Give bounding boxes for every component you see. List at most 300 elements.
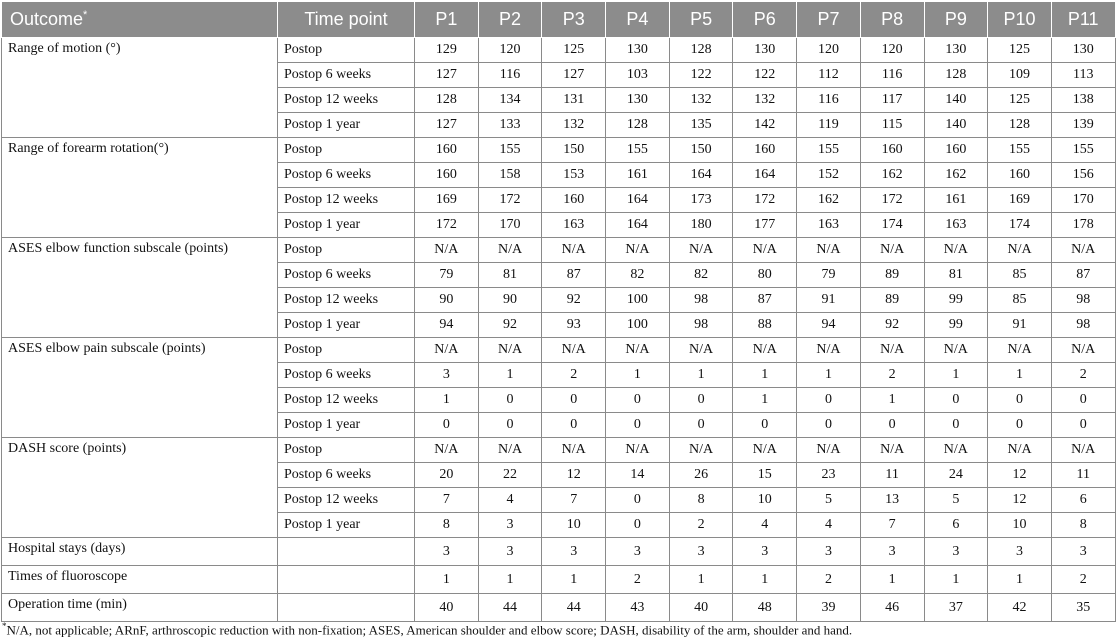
time-point-column-header: Time point xyxy=(278,2,415,38)
patient-column-header: P10 xyxy=(988,2,1052,38)
table-row xyxy=(2,138,1116,163)
outcome-cell: ASES elbow pain subscale (points) xyxy=(2,338,278,438)
value-cell: 0 xyxy=(478,413,542,438)
value-cell: 158 xyxy=(478,163,542,188)
patient-column-header: P3 xyxy=(542,2,606,38)
value-cell: 169 xyxy=(988,188,1052,213)
value-cell: 10 xyxy=(733,488,797,513)
time-point-cell xyxy=(278,538,415,566)
value-cell: N/A xyxy=(988,338,1052,363)
value-cell: 172 xyxy=(860,188,924,213)
value-cell: 0 xyxy=(415,413,479,438)
value-cell: N/A xyxy=(797,438,861,463)
patient-column-header: P9 xyxy=(924,2,988,38)
value-cell: 12 xyxy=(988,463,1052,488)
table-row xyxy=(2,238,1116,263)
value-cell: N/A xyxy=(1051,238,1115,263)
value-cell: 160 xyxy=(924,138,988,163)
value-cell: 7 xyxy=(542,488,606,513)
value-cell: 81 xyxy=(924,263,988,288)
time-point-cell: Postop 1 year xyxy=(278,113,415,138)
table-footnote xyxy=(2,621,852,638)
value-cell: 98 xyxy=(1051,288,1115,313)
value-cell: 177 xyxy=(733,213,797,238)
value-cell: N/A xyxy=(1051,438,1115,463)
outcome-column-header: Outcome* xyxy=(2,2,278,38)
value-cell: 150 xyxy=(542,138,606,163)
outcome-cell: Range of motion (°) xyxy=(2,38,278,138)
value-cell: 22 xyxy=(478,463,542,488)
value-cell: 155 xyxy=(478,138,542,163)
value-cell: 23 xyxy=(797,463,861,488)
value-cell: 4 xyxy=(797,513,861,538)
value-cell: 90 xyxy=(415,288,479,313)
value-cell: 1 xyxy=(988,566,1052,594)
value-cell: N/A xyxy=(860,238,924,263)
value-cell: N/A xyxy=(669,438,733,463)
outcome-cell: Operation time (min) xyxy=(2,594,278,622)
value-cell: 128 xyxy=(924,63,988,88)
value-cell: 2 xyxy=(1051,566,1115,594)
outcome-cell: Range of forearm rotation(°) xyxy=(2,138,278,238)
value-cell: 8 xyxy=(669,488,733,513)
value-cell: 42 xyxy=(988,594,1052,622)
value-cell: 89 xyxy=(860,288,924,313)
value-cell: 5 xyxy=(924,488,988,513)
value-cell: 0 xyxy=(606,513,670,538)
value-cell: 1 xyxy=(860,566,924,594)
value-cell: 164 xyxy=(606,188,670,213)
value-cell: 4 xyxy=(733,513,797,538)
value-cell: 155 xyxy=(797,138,861,163)
value-cell: 130 xyxy=(606,88,670,113)
value-cell: 98 xyxy=(669,288,733,313)
patient-column-header: P5 xyxy=(669,2,733,38)
outcome-cell: ASES elbow function subscale (points) xyxy=(2,238,278,338)
time-point-cell: Postop 12 weeks xyxy=(278,488,415,513)
value-cell: 0 xyxy=(542,413,606,438)
value-cell: 0 xyxy=(797,388,861,413)
value-cell: 48 xyxy=(733,594,797,622)
value-cell: 3 xyxy=(478,538,542,566)
value-cell: 1 xyxy=(797,363,861,388)
value-cell: 10 xyxy=(988,513,1052,538)
value-cell: N/A xyxy=(606,438,670,463)
value-cell: 132 xyxy=(733,88,797,113)
value-cell: 3 xyxy=(797,538,861,566)
value-cell: 2 xyxy=(669,513,733,538)
table-body xyxy=(2,38,1116,622)
value-cell: 79 xyxy=(415,263,479,288)
outcome-cell: DASH score (points) xyxy=(2,438,278,538)
table-row xyxy=(2,538,1116,566)
value-cell: 12 xyxy=(988,488,1052,513)
patient-column-header: P7 xyxy=(797,2,861,38)
value-cell: 128 xyxy=(669,38,733,63)
value-cell: 3 xyxy=(606,538,670,566)
value-cell: 7 xyxy=(415,488,479,513)
value-cell: 37 xyxy=(924,594,988,622)
value-cell: N/A xyxy=(415,438,479,463)
value-cell: 119 xyxy=(797,113,861,138)
value-cell: N/A xyxy=(1051,338,1115,363)
value-cell: 100 xyxy=(606,313,670,338)
value-cell: 0 xyxy=(860,413,924,438)
value-cell: 43 xyxy=(606,594,670,622)
value-cell: 160 xyxy=(415,138,479,163)
value-cell: 117 xyxy=(860,88,924,113)
value-cell: 125 xyxy=(988,88,1052,113)
time-point-cell: Postop xyxy=(278,38,415,63)
time-point-cell: Postop 6 weeks xyxy=(278,363,415,388)
time-point-cell: Postop 6 weeks xyxy=(278,63,415,88)
value-cell: 4 xyxy=(478,488,542,513)
value-cell: 79 xyxy=(797,263,861,288)
value-cell: 131 xyxy=(542,88,606,113)
value-cell: 99 xyxy=(924,288,988,313)
outcome-cell: Times of fluoroscope xyxy=(2,566,278,594)
outcome-cell: Hospital stays (days) xyxy=(2,538,278,566)
value-cell: 180 xyxy=(669,213,733,238)
value-cell: N/A xyxy=(478,438,542,463)
time-point-cell: Postop 12 weeks xyxy=(278,88,415,113)
value-cell: 116 xyxy=(860,63,924,88)
time-point-cell: Postop xyxy=(278,338,415,363)
value-cell: 134 xyxy=(478,88,542,113)
value-cell: 44 xyxy=(478,594,542,622)
value-cell: 13 xyxy=(860,488,924,513)
value-cell: 20 xyxy=(415,463,479,488)
value-cell: 40 xyxy=(669,594,733,622)
time-point-cell: Postop xyxy=(278,238,415,263)
value-cell: 163 xyxy=(542,213,606,238)
value-cell: 1 xyxy=(733,388,797,413)
value-cell: 156 xyxy=(1051,163,1115,188)
value-cell: 132 xyxy=(669,88,733,113)
value-cell: 162 xyxy=(924,163,988,188)
value-cell: 8 xyxy=(415,513,479,538)
value-cell: N/A xyxy=(988,438,1052,463)
value-cell: 91 xyxy=(797,288,861,313)
value-cell: 35 xyxy=(1051,594,1115,622)
value-cell: N/A xyxy=(415,338,479,363)
value-cell: 12 xyxy=(542,463,606,488)
patient-column-header: P4 xyxy=(606,2,670,38)
value-cell: 160 xyxy=(988,163,1052,188)
value-cell: N/A xyxy=(924,238,988,263)
value-cell: N/A xyxy=(669,238,733,263)
value-cell: 92 xyxy=(860,313,924,338)
value-cell: 3 xyxy=(860,538,924,566)
table-row xyxy=(2,438,1116,463)
value-cell: 11 xyxy=(1051,463,1115,488)
value-cell: 155 xyxy=(1051,138,1115,163)
table-row xyxy=(2,594,1116,622)
table-header xyxy=(2,2,1116,38)
outcomes-table xyxy=(1,1,1116,622)
time-point-cell: Postop 1 year xyxy=(278,513,415,538)
value-cell: 139 xyxy=(1051,113,1115,138)
value-cell: 0 xyxy=(606,488,670,513)
value-cell: N/A xyxy=(797,238,861,263)
value-cell: 162 xyxy=(860,163,924,188)
value-cell: 3 xyxy=(733,538,797,566)
value-cell: 40 xyxy=(415,594,479,622)
value-cell: 26 xyxy=(669,463,733,488)
value-cell: N/A xyxy=(733,438,797,463)
footnote-marker: * xyxy=(83,9,88,21)
value-cell: 172 xyxy=(415,213,479,238)
value-cell: 150 xyxy=(669,138,733,163)
value-cell: 0 xyxy=(988,413,1052,438)
patient-column-header: P2 xyxy=(478,2,542,38)
value-cell: 128 xyxy=(415,88,479,113)
value-cell: 152 xyxy=(797,163,861,188)
value-cell: 161 xyxy=(924,188,988,213)
value-cell: 90 xyxy=(478,288,542,313)
value-cell: N/A xyxy=(860,438,924,463)
value-cell: 125 xyxy=(988,38,1052,63)
value-cell: 91 xyxy=(988,313,1052,338)
value-cell: 3 xyxy=(669,538,733,566)
value-cell: 1 xyxy=(924,363,988,388)
value-cell: 0 xyxy=(669,388,733,413)
value-cell: N/A xyxy=(478,238,542,263)
value-cell: 1 xyxy=(542,566,606,594)
value-cell: N/A xyxy=(478,338,542,363)
value-cell: N/A xyxy=(733,238,797,263)
value-cell: N/A xyxy=(988,238,1052,263)
patient-column-header: P11 xyxy=(1051,2,1115,38)
value-cell: 2 xyxy=(606,566,670,594)
value-cell: 87 xyxy=(733,288,797,313)
value-cell: 88 xyxy=(733,313,797,338)
value-cell: 10 xyxy=(542,513,606,538)
value-cell: 153 xyxy=(542,163,606,188)
value-cell: 92 xyxy=(542,288,606,313)
value-cell: 3 xyxy=(988,538,1052,566)
value-cell: N/A xyxy=(860,338,924,363)
value-cell: 85 xyxy=(988,263,1052,288)
value-cell: N/A xyxy=(542,238,606,263)
value-cell: N/A xyxy=(924,438,988,463)
value-cell: 39 xyxy=(797,594,861,622)
footnote-mark: * xyxy=(2,621,7,631)
value-cell: 130 xyxy=(924,38,988,63)
value-cell: N/A xyxy=(669,338,733,363)
value-cell: 0 xyxy=(606,388,670,413)
table-row xyxy=(2,566,1116,594)
value-cell: 85 xyxy=(988,288,1052,313)
value-cell: N/A xyxy=(606,238,670,263)
time-point-cell xyxy=(278,594,415,622)
value-cell: 94 xyxy=(415,313,479,338)
value-cell: 130 xyxy=(733,38,797,63)
value-cell: 125 xyxy=(542,38,606,63)
value-cell: 163 xyxy=(797,213,861,238)
value-cell: N/A xyxy=(733,338,797,363)
value-cell: 1 xyxy=(606,363,670,388)
value-cell: 140 xyxy=(924,113,988,138)
value-cell: 130 xyxy=(1051,38,1115,63)
value-cell: 3 xyxy=(415,538,479,566)
time-point-cell xyxy=(278,566,415,594)
value-cell: 0 xyxy=(606,413,670,438)
value-cell: 93 xyxy=(542,313,606,338)
value-cell: 178 xyxy=(1051,213,1115,238)
value-cell: 15 xyxy=(733,463,797,488)
value-cell: 1 xyxy=(478,566,542,594)
patient-column-header: P8 xyxy=(860,2,924,38)
value-cell: N/A xyxy=(924,338,988,363)
value-cell: 138 xyxy=(1051,88,1115,113)
value-cell: 80 xyxy=(733,263,797,288)
value-cell: 120 xyxy=(860,38,924,63)
value-cell: 46 xyxy=(860,594,924,622)
value-cell: 0 xyxy=(733,413,797,438)
value-cell: 98 xyxy=(1051,313,1115,338)
value-cell: 1 xyxy=(860,388,924,413)
value-cell: 1 xyxy=(478,363,542,388)
footnote-text: N/A, not applicable; ARnF, arthroscopic reduction with non-fixation; ASES, American shoulder and elbow score; DASH, disability of the arm, shoulder and hand. xyxy=(6,622,853,638)
value-cell: 161 xyxy=(606,163,670,188)
table-row xyxy=(2,38,1116,63)
value-cell: 129 xyxy=(415,38,479,63)
time-point-cell: Postop 12 weeks xyxy=(278,388,415,413)
value-cell: 3 xyxy=(478,513,542,538)
value-cell: 174 xyxy=(860,213,924,238)
value-cell: 24 xyxy=(924,463,988,488)
value-cell: 1 xyxy=(733,363,797,388)
value-cell: 133 xyxy=(478,113,542,138)
value-cell: 1 xyxy=(733,566,797,594)
value-cell: 0 xyxy=(924,413,988,438)
time-point-cell: Postop 1 year xyxy=(278,413,415,438)
value-cell: 164 xyxy=(669,163,733,188)
value-cell: 7 xyxy=(860,513,924,538)
value-cell: 170 xyxy=(1051,188,1115,213)
value-cell: 172 xyxy=(733,188,797,213)
value-cell: 1 xyxy=(415,566,479,594)
time-point-cell: Postop 1 year xyxy=(278,213,415,238)
value-cell: 164 xyxy=(733,163,797,188)
value-cell: 3 xyxy=(924,538,988,566)
value-cell: 11 xyxy=(860,463,924,488)
value-cell: 0 xyxy=(1051,388,1115,413)
table-row xyxy=(2,338,1116,363)
value-cell: 128 xyxy=(988,113,1052,138)
value-cell: 112 xyxy=(797,63,861,88)
value-cell: 14 xyxy=(606,463,670,488)
value-cell: 2 xyxy=(860,363,924,388)
value-cell: 98 xyxy=(669,313,733,338)
value-cell: 1 xyxy=(669,363,733,388)
value-cell: 99 xyxy=(924,313,988,338)
value-cell: 170 xyxy=(478,213,542,238)
value-cell: 122 xyxy=(669,63,733,88)
value-cell: 169 xyxy=(415,188,479,213)
value-cell: 0 xyxy=(478,388,542,413)
header-row xyxy=(2,2,1116,38)
value-cell: 89 xyxy=(860,263,924,288)
value-cell: 87 xyxy=(542,263,606,288)
value-cell: 6 xyxy=(1051,488,1115,513)
time-point-cell: Postop 12 weeks xyxy=(278,288,415,313)
value-cell: 120 xyxy=(797,38,861,63)
value-cell: 127 xyxy=(415,113,479,138)
value-cell: N/A xyxy=(542,438,606,463)
value-cell: 128 xyxy=(606,113,670,138)
value-cell: 113 xyxy=(1051,63,1115,88)
value-cell: 135 xyxy=(669,113,733,138)
value-cell: 0 xyxy=(542,388,606,413)
value-cell: 5 xyxy=(797,488,861,513)
value-cell: 160 xyxy=(415,163,479,188)
value-cell: 2 xyxy=(542,363,606,388)
value-cell: 8 xyxy=(1051,513,1115,538)
time-point-cell: Postop 6 weeks xyxy=(278,463,415,488)
time-point-cell: Postop 12 weeks xyxy=(278,188,415,213)
value-cell: N/A xyxy=(415,238,479,263)
value-cell: 0 xyxy=(1051,413,1115,438)
value-cell: 2 xyxy=(1051,363,1115,388)
value-cell: 127 xyxy=(542,63,606,88)
value-cell: 132 xyxy=(542,113,606,138)
value-cell: 92 xyxy=(478,313,542,338)
value-cell: 116 xyxy=(478,63,542,88)
value-cell: 130 xyxy=(606,38,670,63)
value-cell: 120 xyxy=(478,38,542,63)
value-cell: 174 xyxy=(988,213,1052,238)
value-cell: 0 xyxy=(669,413,733,438)
time-point-cell: Postop 1 year xyxy=(278,313,415,338)
value-cell: 82 xyxy=(606,263,670,288)
value-cell: 162 xyxy=(797,188,861,213)
value-cell: N/A xyxy=(606,338,670,363)
value-cell: 122 xyxy=(733,63,797,88)
value-cell: N/A xyxy=(542,338,606,363)
value-cell: 87 xyxy=(1051,263,1115,288)
time-point-cell: Postop 6 weeks xyxy=(278,163,415,188)
value-cell: 127 xyxy=(415,63,479,88)
value-cell: 164 xyxy=(606,213,670,238)
value-cell: 173 xyxy=(669,188,733,213)
value-cell: 0 xyxy=(797,413,861,438)
value-cell: 115 xyxy=(860,113,924,138)
value-cell: 160 xyxy=(860,138,924,163)
value-cell: 3 xyxy=(415,363,479,388)
value-cell: 116 xyxy=(797,88,861,113)
value-cell: 44 xyxy=(542,594,606,622)
time-point-cell: Postop xyxy=(278,438,415,463)
value-cell: 6 xyxy=(924,513,988,538)
value-cell: 103 xyxy=(606,63,670,88)
value-cell: 160 xyxy=(542,188,606,213)
value-cell: 140 xyxy=(924,88,988,113)
value-cell: 109 xyxy=(988,63,1052,88)
value-cell: 0 xyxy=(924,388,988,413)
value-cell: N/A xyxy=(797,338,861,363)
value-cell: 1 xyxy=(669,566,733,594)
value-cell: 1 xyxy=(924,566,988,594)
value-cell: 1 xyxy=(415,388,479,413)
value-cell: 82 xyxy=(669,263,733,288)
value-cell: 100 xyxy=(606,288,670,313)
value-cell: 142 xyxy=(733,113,797,138)
value-cell: 160 xyxy=(733,138,797,163)
value-cell: 3 xyxy=(1051,538,1115,566)
patient-column-header: P1 xyxy=(415,2,479,38)
